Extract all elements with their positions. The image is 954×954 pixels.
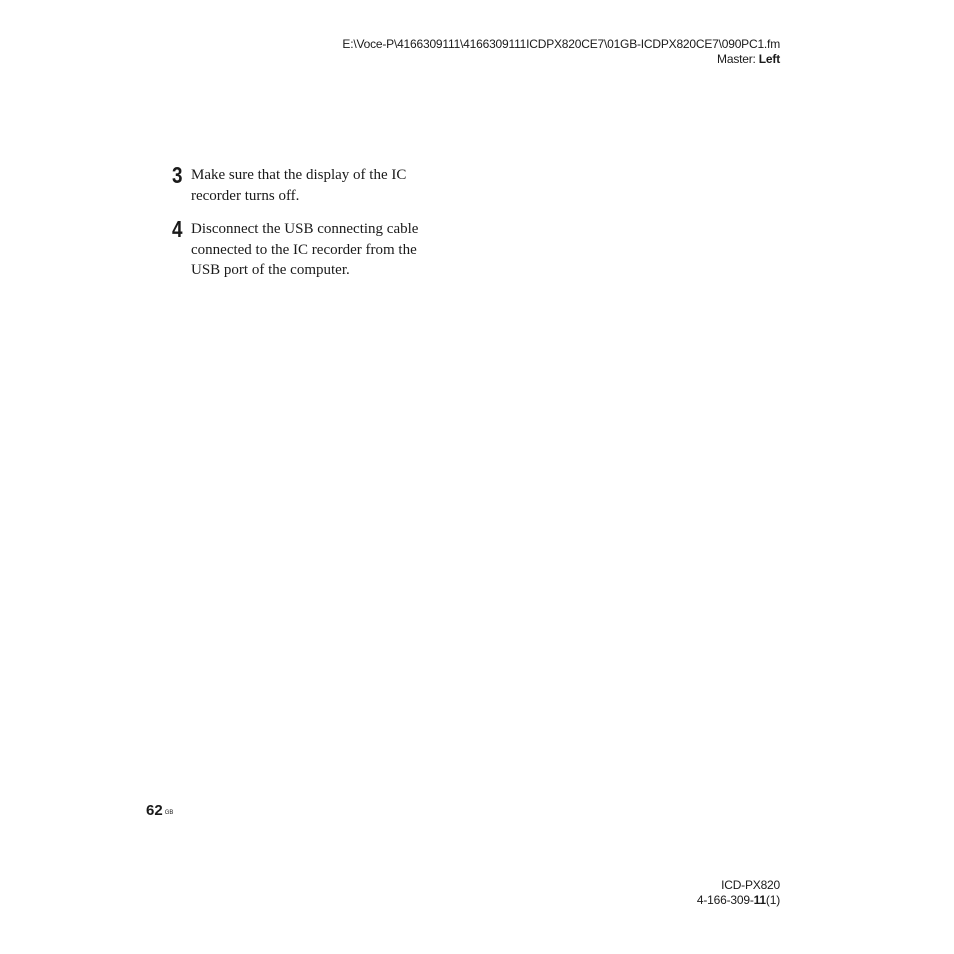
document-footer [697, 878, 780, 908]
step-text [191, 219, 446, 281]
page-number-suffix: GB [164, 810, 174, 816]
master-value: Left [758, 52, 780, 66]
master-label: Master: [717, 52, 759, 66]
part-code-prefix: 4-166-309- [696, 893, 754, 907]
step-4 [172, 216, 462, 281]
step-text-line: Make sure that the display of the IC [191, 167, 407, 183]
master-line [342, 52, 780, 67]
file-path: E:\Voce-P\4166309111\4166309111ICDPX820CE7\01GB-ICDPX820CE7\090PC1.fm [342, 37, 780, 51]
step-text-line: connected to the IC recorder from the [191, 241, 417, 258]
model-name: ICD-PX820 [721, 878, 780, 892]
step-text-line: recorder turns off. [191, 187, 300, 204]
page-number-value: 62 [146, 802, 163, 819]
step-text-line: Disconnect the USB connecting cable [191, 221, 419, 237]
part-code-bold: 11 [753, 893, 766, 907]
step-number: 4 [172, 216, 183, 242]
step-3 [172, 162, 462, 206]
step-text [191, 165, 446, 206]
step-number: 3 [172, 162, 183, 188]
part-code-suffix: (1) [765, 893, 780, 907]
document-header [342, 37, 780, 67]
page-number [146, 802, 173, 820]
instruction-steps [172, 162, 462, 294]
part-code [697, 893, 780, 908]
step-text-line: USB port of the computer. [191, 262, 350, 278]
